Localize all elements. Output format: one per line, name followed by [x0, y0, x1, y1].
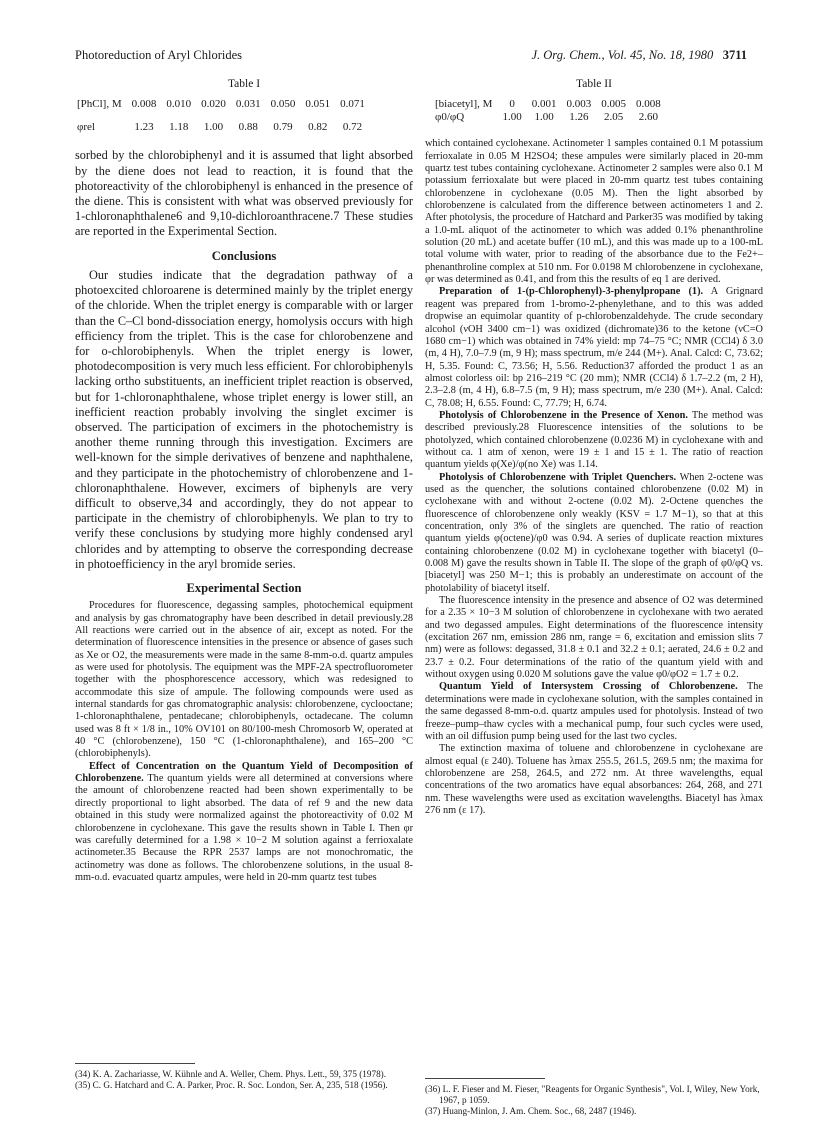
- paragraph: Quantum Yield of Intersystem Crossing of Chlorobenzene. The determinations were made in cyclohexane solution, with the samples contained in the same degassed 8-mm-o.d. quartz ampules used for photolysis. Instead of two freeze–pump–thaw cycles with a mechanical pump, four such cycles were used, with an oil diffusion pump being used for the last two cycles.: [425, 681, 763, 742]
- table-cell: 2.05: [603, 111, 624, 124]
- run-in-heading: Quantum Yield of Intersystem Crossing of Chlorobenzene.: [439, 681, 738, 693]
- table-cell: 1.00: [203, 121, 224, 134]
- right-column: [425, 76, 763, 817]
- footnotes-left: [75, 1063, 413, 1091]
- footnote-37: (37) Huang-Minlon, J. Am. Chem. Soc., 68, 2487 (1946).: [425, 1106, 637, 1116]
- section-heading-experimental: Experimental Section: [186, 580, 302, 595]
- footnote-35: (35) C. G. Hatchard and C. A. Parker, Proc. R. Soc. London, Ser. A, 235, 518 (1956).: [75, 1080, 388, 1090]
- table-cell: 0.82: [308, 121, 328, 134]
- run-in-heading: Preparation of 1-(p-Chlorophenyl)-3-phenylpropane (1).: [439, 286, 704, 298]
- table-cell: 0.005: [601, 98, 626, 111]
- table-cell: 1.23: [134, 121, 154, 134]
- paragraph: The extinction maxima of toluene and chlorobenzene in cyclohexane are almost equal (ε 240). Toluene has λmax 255.5, 261.5, 269.5 nm; the maxima for chlorobenzene are 258, 264.5, and 272 nm. At three wavelengths, equal concentrations of the two aromatics have equal absorbances: 264, 268, and 271 nm. These wavelengths were used as excitation wavelengths. Biacetyl has λmax 276 nm (ε 17).: [425, 743, 763, 816]
- run-in-heading: Photolysis of Chlorobenzene with Triplet Quenchers.: [439, 471, 677, 483]
- table-cell: 0.071: [340, 98, 365, 111]
- table-cell: 0.008: [635, 98, 661, 111]
- table-cell: 0.79: [273, 121, 293, 134]
- table-cell: 1.00: [502, 111, 522, 124]
- paragraph: sorbed by the chlorobiphenyl and it is assumed that light absorbed by the diene does not lead to reaction, it is found that the photoreactivity of the chlorobiphenyl is enhanced in the presence of the diene. This is consistent with what was observed previously for 1-chloronaphthalene6 and 9,10-dichloroanthracene.7 These studies are reported in the Experimental Section.: [75, 148, 413, 239]
- paragraph: which contained cyclohexane. Actinometer 1 samples contained 0.1 M potassium ferrioxalate in 0.05 M H2SO4; these ampules were similarly placed in 20-mm quartz test tubes containing cyclohexane. Actinometer 2 samples were also 0.1 M potassium ferrioxalate but were placed in 20-mm quartz test tubes containing chlorobenzene in cyclohexane (0.05 M). Then the light absorbed by chlorobenzene is calculated from the difference between actinometers 1 and 2. After photolysis, the procedure of Hatchard and Parker35 was modified by taking a 1.0-mL aliquot of the actinometer to which was added 0.1% phenanthroline solution (20 mL) and acetate buffer (10 mL), and this was made up to a 100-mL total volume with water, prior to reading of the absorbance due to the Fe2+–phenanthroline complex at 510 nm. For 0.0198 M chlorobenzene in cyclohexane, φr was determined as 0.41, and from this the results of eq 1 are derived.: [425, 138, 763, 286]
- table-cell: 0.88: [238, 121, 258, 134]
- paragraph: Procedures for fluorescence, degassing samples, photochemical equipment and analysis by gas chromatography have been described in detail previously.28 All reactions were carried out in the absence of air, except as noted. For the determination of fluorescence intensities in the presence or absence of gases such as Xe or O2, the measurements were made in the same 8-mm-o.d. quartz ampules as were used for photolysis. The equipment was the MPF-2A spectrofluorometer together with the phosphorescence accessory, which was redesigned to accommodate this size of ampule. The following compounds were used as internal standards for gas chromatographic analysis: chlorobenzene, cyclooctane; 1-chloronaphthalene, pentadecane; chlorobiphenyls, octadecane. The column used was 8 ft × 1/8 in., 10% OV101 on 80/100-mesh Chromosorb W, operated at 40 °C (chlorobenzene), 150 °C (1-chloronaphthalene), and 165–200 °C (chlorobiphenyls).: [75, 600, 413, 760]
- table1-row1-label: [PhCl], M: [77, 98, 122, 111]
- table2-caption: Table II: [576, 78, 612, 90]
- table-cell: 1.18: [169, 121, 189, 134]
- table2-row-ratio: [435, 111, 666, 124]
- footnotes-right: [425, 1078, 763, 1117]
- run-in-heading: Photolysis of Chlorobenzene in the Presence of Xenon.: [439, 409, 688, 421]
- table1-row-phirel: [77, 111, 370, 134]
- table-cell: 0.020: [201, 98, 226, 111]
- running-header: [75, 48, 747, 66]
- footnote-rule: [75, 1063, 195, 1064]
- table1: [77, 98, 370, 134]
- section-heading-conclusions: Conclusions: [211, 248, 277, 263]
- paragraph: The fluorescence intensity in the presence and absence of O2 was determined for a 2.35 × 10−3 M solution of chlorobenzene in cyclohexane with two aerated and two degassed ampules. Eight determinations of the fluorescence intensity (excitation 267 nm, emission 286 nm, range = 6, excitation and emission slits 7 nm) were as follows: degassed, 31.8 ± 0.1 and 32.2 ± 0.1; aerated, 24.6 ± 0.2 and 23.7 ± 0.2. Four determinations of the ratio of the quantum yield with and without oxygen using 0.020 M solutions gave the value φ0/φO2 = 1.7 ± 0.2.: [425, 595, 763, 681]
- table-cell: 1.26: [569, 111, 589, 124]
- table2: [435, 98, 666, 124]
- table-cell: 0.050: [270, 98, 296, 111]
- paragraph: Effect of Concentration on the Quantum Yield of Decomposition of Chlorobenzene. The quantum yields were all determined at conversions where the amount of chlorobenzene reacted had been shown experimentally to be directly proportional to light absorbed. The data of ref 9 and the new data obtained in this study were normalized against the photoreactivity of 0.02 M chlorobenzene in cyclohexane. This gave the results shown in Table I. Then φr was carefully determined for a 1.98 × 10−2 M solution against a ferrioxalate actinometer.35 Because the RPR 2537 lamps are not monochromatic, the actinometry was done as follows. The chlorobenzene solutions, in the usual 8-mm-o.d. evacuated quartz ampules, were held in 20-mm quartz test tubes: [75, 760, 413, 883]
- table-cell: 0.72: [342, 121, 363, 134]
- table1-row-concentration: [77, 98, 370, 111]
- table-cell: 1.00: [534, 111, 554, 124]
- table2-row1-label: [biacetyl], M: [435, 98, 493, 111]
- table-cell: 0.031: [235, 98, 261, 111]
- page-number: 3711: [722, 48, 747, 62]
- paragraph: Photolysis of Chlorobenzene with Triplet Quenchers. When 2-octene was used as the quencher, the solutions contained chlorobenzene (0.02 M) in cyclohexane with and without 2-octene (0.02 M). 2-Octene quenches the fluorescence of chlorobenzene only weakly (KSV = 1.7 M−1), so that at this concentration, only 3% of the singlets are quenched. The ratio of reaction quantum yields φ(octene)/φ0 was 0.94. A series of duplicate reaction mixtures containing chlorobenzene (0.02 M) in cyclohexane together with biacetyl (0–0.008 M) gave the results shown in Table II. The slope of the graph of φ0/φQ vs. [biacetyl] was 250 M−1; this is probably an underestimate on account of the photolability of biacetyl itself.: [425, 471, 763, 594]
- footnote-36: (36) L. F. Fieser and M. Fieser, "Reagents for Organic Synthesis", Vol. I, Wiley, New York, 1967, p 1059.: [425, 1084, 760, 1105]
- table1-caption: Table I: [227, 78, 261, 90]
- paragraph: Preparation of 1-(p-Chlorophenyl)-3-phenylpropane (1). A Grignard reagent was prepared from 1-bromo-2-phenylethane, and to this was added dropwise an equimolar quantity of p-chlorobenzaldehyde. The crude secondary alcohol (νOH 3400 cm−1) was oxidized (dichromate)36 to the ketone (νC=O 1680 cm−1) which was obtained in 74% yield: mp 74–75 °C; NMR (CCl4) δ 3.0 (m, 4 H), 7.0–7.9 (m, 9 H); mass spectrum, m/e 244 (M+). Anal. Calcd: C, 73.62; H, 5.35. Found: C, 73.56; H, 5.56. Reduction37 afforded the product 1 as an almost colorless oil: bp 216–219 °C (20 mm); NMR (CCl4) δ 1.7–2.2 (m, 2 H), 2.3–2.8 (m, 4 H), 6.8–7.5 (m, 9 H); mass spectrum, m/e 230 (M+). Anal. Calcd: C, 78.08; H, 6.55. Found: C, 77.79; H, 6.74.: [425, 286, 763, 409]
- table-cell: 0.003: [566, 98, 592, 111]
- footnote-rule: [425, 1078, 545, 1079]
- table-cell: 0: [509, 98, 515, 111]
- running-title: Photoreduction of Aryl Chlorides: [75, 48, 242, 62]
- table2-row2-label: φ0/φQ: [435, 111, 465, 124]
- table1-row2-label: φrel: [77, 121, 95, 134]
- table2-row-biacetyl: [435, 98, 666, 111]
- left-column: [75, 76, 413, 884]
- run-in-heading: Effect of Concentration on the Quantum Yield of Decomposition of Chlorobenzene.: [75, 760, 413, 785]
- paragraph: Our studies indicate that the degradation pathway of a photoexcited chloroarene is determined mainly by the triplet energy of the chloride. When the triplet energy is comparable with or larger than the C–Cl bond-dissociation energy, homolysis occurs with high efficiency from the triplet. This is the case for chlorobenzene and for o-chlorobiphenyls. When the triplet energy is lower, photodecomposition is very much less efficient. For chlorobiphenyls lacking ortho substituents, an inefficient triplet reaction is observed, but for 1-chloronaphthalene, whose triplet energy is lower still, an inefficient reaction probably involving the singlet excimer is observed. The participation of excimers in the photochemistry is another theme running through this investigation. Excimers are well-known for the simple derivatives of benzene and naphthalene, and they participate in the photochemistry of chlorobenzene and 1-chloronaphthalene. However, excimers of biphenyls are very difficult to observe,34 and accordingly, they do not appear to participate in the chemistry of chlorobiphenyls. We plan to try to verify these conclusions by studying more highly condensed aryl chlorides and by attempting to observe the corresponding decrease in photoefficiency in the aryl bromide series.: [75, 267, 413, 571]
- table-cell: 2.60: [638, 111, 658, 124]
- table-cell: 0.008: [131, 98, 157, 111]
- paragraph: Photolysis of Chlorobenzene in the Presence of Xenon. The method was described previously.28 Fluorescence intensities of the solutions to be photolyzed, which contained chlorobenzene (0.0236 M) in cyclohexane with and without ca. 1 atm of xenon, were 19 ± 1 and 15 ± 1. The ratio of reaction quantum yields φ(Xe)/φ(no Xe) was 1.14.: [425, 409, 764, 471]
- footnote-34: (34) K. A. Zachariasse, W. Kühnle and A. Weller, Chem. Phys. Lett., 59, 375 (1978).: [75, 1069, 387, 1079]
- journal-citation: J. Org. Chem., Vol. 45, No. 18, 1980 3711: [531, 48, 747, 62]
- table-cell: 0.010: [166, 98, 192, 111]
- table-cell: 0.051: [305, 98, 331, 111]
- table-cell: 0.001: [531, 98, 557, 111]
